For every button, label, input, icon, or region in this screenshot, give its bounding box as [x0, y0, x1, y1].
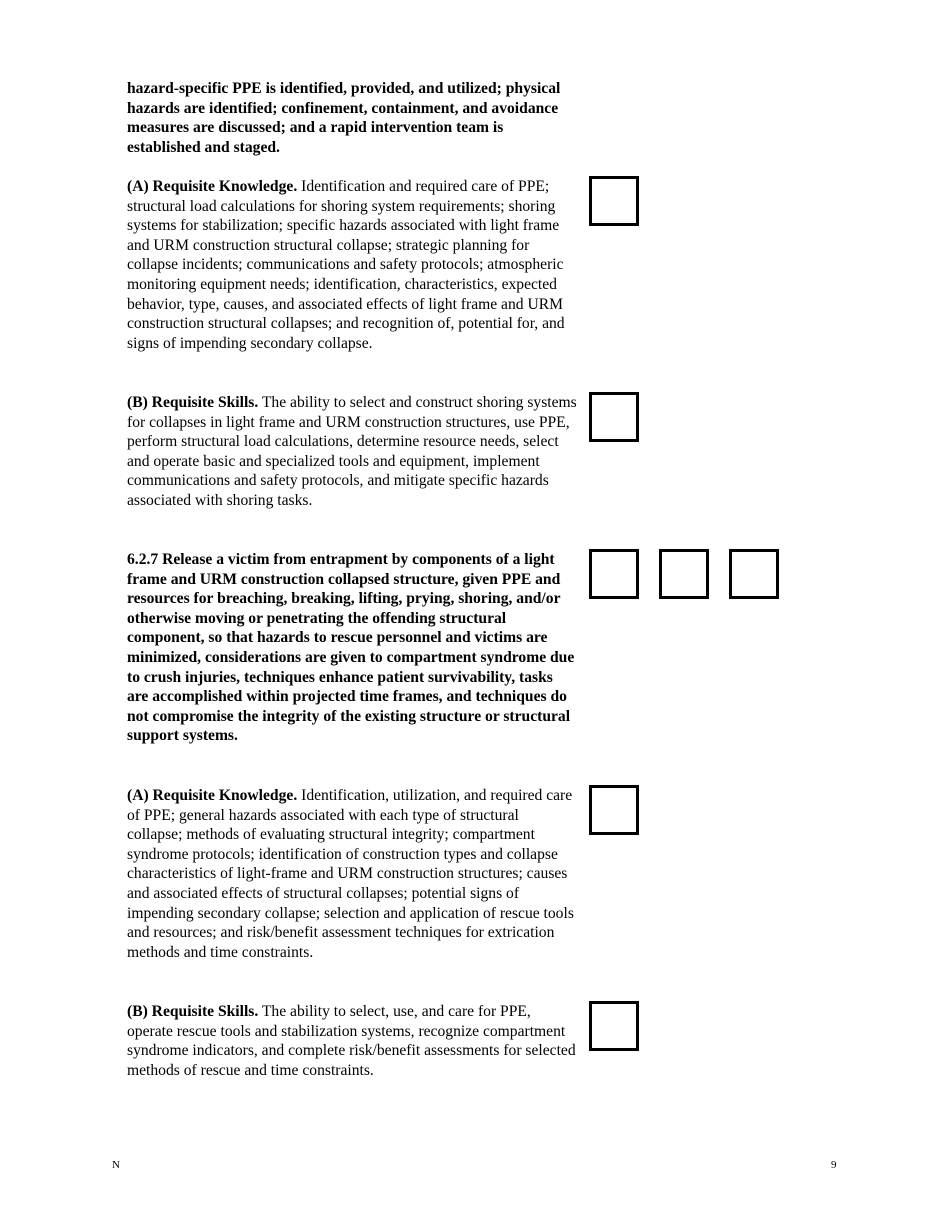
requisite-knowledge-paragraph	[127, 177, 577, 353]
paragraph-lead: (A) Requisite Knowledge.	[127, 787, 298, 804]
paragraph-lead: (B) Requisite Skills.	[127, 394, 259, 411]
checkbox[interactable]	[589, 1001, 639, 1051]
paragraph-lead: (A) Requisite Knowledge.	[127, 178, 298, 195]
paragraph-lead: (B) Requisite Skills.	[127, 1003, 259, 1020]
page-number: 9	[831, 1159, 837, 1171]
checkbox[interactable]	[589, 785, 639, 835]
checkbox[interactable]	[659, 549, 709, 599]
footer-left-label: N	[112, 1159, 120, 1171]
paragraph-body: Identification, utilization, and required care of PPE; general hazards associated with each type of structural collapse; methods of evaluating structural integrity; compartment syndrome protocols; identification of construction types and collapse characteristics of light-frame and URM construction structures; causes and associated effects of structural collapses; potential signs of impending secondary collapse; selection and application of rescue tools and resources; and risk/benefit assessment techniques for extrication methods and time constraints.	[127, 787, 574, 961]
checkbox[interactable]	[589, 549, 639, 599]
requisite-skills-paragraph	[127, 1002, 577, 1080]
requisite-skills-paragraph	[127, 393, 577, 511]
checkbox[interactable]	[589, 392, 639, 442]
requisite-knowledge-paragraph	[127, 786, 577, 962]
checkbox[interactable]	[589, 176, 639, 226]
paragraph-body: Identification and required care of PPE; structural load calculations for shoring system requirements; shoring systems for stabilization; specific hazards associated with light frame and URM construction structural collapse; strategic planning for collapse incidents; communications and safety protocols; atmospheric monitoring equipment needs; identification, characteristics, expected behavior, type, causes, and associated effects of light frame and URM construction structural collapses; and recognition of, potential for, and signs of impending secondary collapse.	[127, 178, 565, 352]
paragraph-body: The ability to select, use, and care for PPE, operate rescue tools and stabilization systems, recognize compartment syndrome indicators, and complete risk/benefit assessments for selected methods of rescue and time constraints.	[127, 1003, 576, 1079]
intro-paragraph: hazard-specific PPE is identified, provided, and utilized; physical hazards are identified; confinement, containment, and avoidance measures are discussed; and a rapid intervention team is established and staged.	[127, 80, 561, 156]
paragraph-body: The ability to select and construct shoring systems for collapses in light frame and URM construction structures, use PPE, perform structural load calculations, determine resource needs, select and operate basic and specialized tools and equipment, implement communications and safety protocols, and mitigate specific hazards associated with shoring tasks.	[127, 394, 577, 509]
jpr-paragraph: 6.2.7 Release a victim from entrapment by components of a light frame and URM construction collapsed structure, given PPE and resources for breaching, breaking, lifting, prying, shoring, and/or otherwise moving or penetrating the offending structural component, so that hazards to rescue personnel and victims are minimized, considerations are given to compartment syndrome due to crush injuries, techniques enhance patient survivability, tasks are accomplished within projected time frames, and techniques do not compromise the integrity of the existing structure or structural support systems.	[127, 551, 575, 745]
checkbox[interactable]	[729, 549, 779, 599]
